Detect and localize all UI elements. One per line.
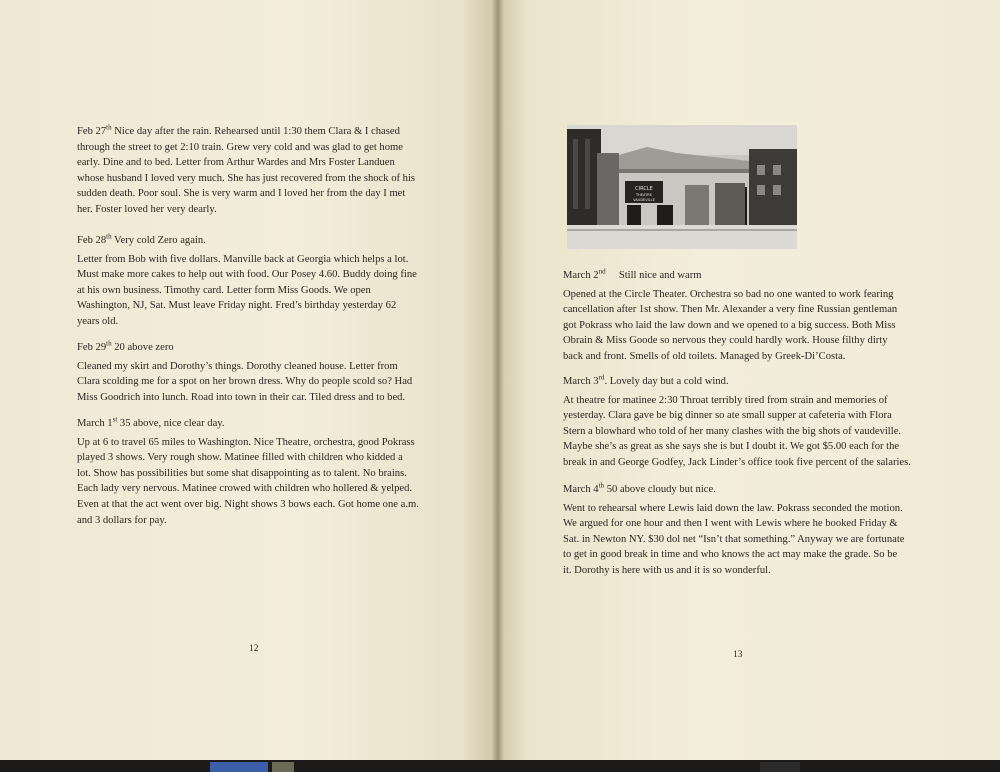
entry-line: it. Dorothy is here with us and it is so wonderful. <box>563 564 771 576</box>
entry-line: through the street to get 2:10 train. Grew very cold and was glad to get home <box>77 141 403 153</box>
entry-line: Even at that the act went over big. Night shows 3 bows each. Got home one a.m. <box>77 498 419 510</box>
scan-bottom-edge <box>0 760 1000 772</box>
theatre-sign-line: VAUDEVILLE <box>633 198 655 202</box>
entry-line: played 3 shows. Very rough show. Matinee filled with children who kidded a <box>77 452 403 464</box>
page-number: 13 <box>733 650 743 660</box>
entry-line: Opened at the Circle Theater. Orchestra so bad no one wanted to work fearing <box>563 288 894 300</box>
page-number: 12 <box>249 644 259 654</box>
scan-edge-mark <box>272 762 294 772</box>
entry-line: Obrain & Miss Goode so nervous they could hardly work. House filthy dirty <box>563 335 888 347</box>
entry-heading: March 4th 50 above cloudy but nice. <box>563 481 716 495</box>
entry-line: Cleaned my skirt and Dorothy’s things. Dorothy cleaned house. Letter from <box>77 360 398 372</box>
entry-line: Letter from Bob with five dollars. Manville back at Georgia which helps a lot. <box>77 253 409 265</box>
entry-line: sudden death. Poor soul. She is very warm and I loved her from the day I met <box>77 188 406 200</box>
entry-line: early. Dine and to bed. Letter from Arthur Wardes and Mrs Foster Landuen <box>77 157 395 169</box>
entry-heading: March 2nd Still nice and warm <box>563 267 702 281</box>
entry-heading: Feb 29th 20 above zero <box>77 339 174 353</box>
right-page <box>497 0 1000 760</box>
entry-line: cancellation after 1st show. Then Mr. Alexander a very fine Russian gentleman <box>563 304 898 316</box>
entry-heading: March 3rd. Lovely day but a cold wind. <box>563 373 729 387</box>
entry-line: Up at 6 to travel 65 miles to Washington. Nice Theatre, orchestra, good Pokrass <box>77 436 415 448</box>
diary-entry-march-4 <box>563 482 915 579</box>
entry-line: got Pokrass who laid the law down and we opened to a big success. Both Miss <box>563 319 896 331</box>
diary-entry-march-1 <box>77 416 437 528</box>
scan-edge-mark <box>760 762 800 772</box>
diary-entry-feb-27 <box>77 124 437 218</box>
entry-line: We argued for one hour and then I went with Lewis where he booked Friday & <box>563 518 898 530</box>
left-page <box>0 0 497 760</box>
theatre-sign-line: THEATRE <box>636 193 652 197</box>
entry-line: to get in good break in time and who knows the act may make the grade. So be <box>563 549 898 561</box>
entry-line: Must make more cakes to help out with food. Our Posey 4.60. Buddy doing fine <box>77 269 417 281</box>
entry-line: Went to rehearsal where Lewis laid down the law. Pokrass seconded the motion. <box>563 502 903 514</box>
entry-line: back and front. Smells of old toilets. Managed by Greek-Di’Costa. <box>563 350 846 362</box>
book-gutter <box>492 0 504 760</box>
diary-entry-feb-29 <box>77 340 437 405</box>
entry-line: Sat. in Newton NY. $30 dol net “Isn’t that something.” Anyway we are fortunate <box>563 533 905 545</box>
entry-line: Each lady very nervous. Matinee crowed with children who hollered & yelped. <box>77 483 413 495</box>
entry-line: whose husband I loved very much. She has just recovered from the shock of his <box>77 172 416 184</box>
entry-line: Stern a blowhard who told of her many clashes with the big shots of vaudeville. <box>563 425 902 437</box>
theatre-photo-image <box>567 125 797 249</box>
entry-line: and 3 dollars for pay. <box>77 514 167 526</box>
entry-line: break in and George Godfey, Jack Linder’s office took five percent of the salaries. <box>563 456 911 468</box>
diary-entry-march-3 <box>563 374 915 471</box>
circle-theatre-photo <box>567 125 797 249</box>
entry-line: Washington, NJ, Sat. Must leave Friday night. Fred’s birthday yesterday 62 <box>77 300 397 312</box>
entry-line: Feb 27th Nice day after the rain. Rehearsed until 1:30 them Clara & I chased <box>77 123 400 137</box>
entry-heading: Feb 28th Very cold Zero again. <box>77 232 206 246</box>
entry-line: years old. <box>77 315 119 327</box>
entry-line: at his own business. Timothy card. Letter form Miss Goods. We open <box>77 284 371 296</box>
scan-edge-mark <box>210 762 268 772</box>
entry-line: yesterday. Clara gave be big dinner so ate small supper at cafeteria with Flora <box>563 410 892 422</box>
entry-heading: March 1st 35 above, nice clear day. <box>77 415 225 429</box>
entry-line: Clara scolding me for a spot on her brown dress. Why do people scold so? Had <box>77 376 413 388</box>
entry-line: Miss Goodrich into lunch. Road into town in their car. Tiled dress and to bed. <box>77 391 406 403</box>
diary-entry-march-2 <box>563 268 915 365</box>
entry-line: lot. Show has possibilities but some shat disappointing as to talent. No brains. <box>77 467 407 479</box>
theatre-sign-line: CIRCLE <box>635 186 653 192</box>
entry-line: At theatre for matinee 2:30 Throat terribly tired from strain and memories of <box>563 394 888 406</box>
diary-entry-feb-28 <box>77 233 437 330</box>
entry-line: Maybe she’s as great as she says she is but I doubt it. We got $5.00 each for the <box>563 441 900 453</box>
entry-line: her. Foster loved her very dearly. <box>77 203 217 215</box>
